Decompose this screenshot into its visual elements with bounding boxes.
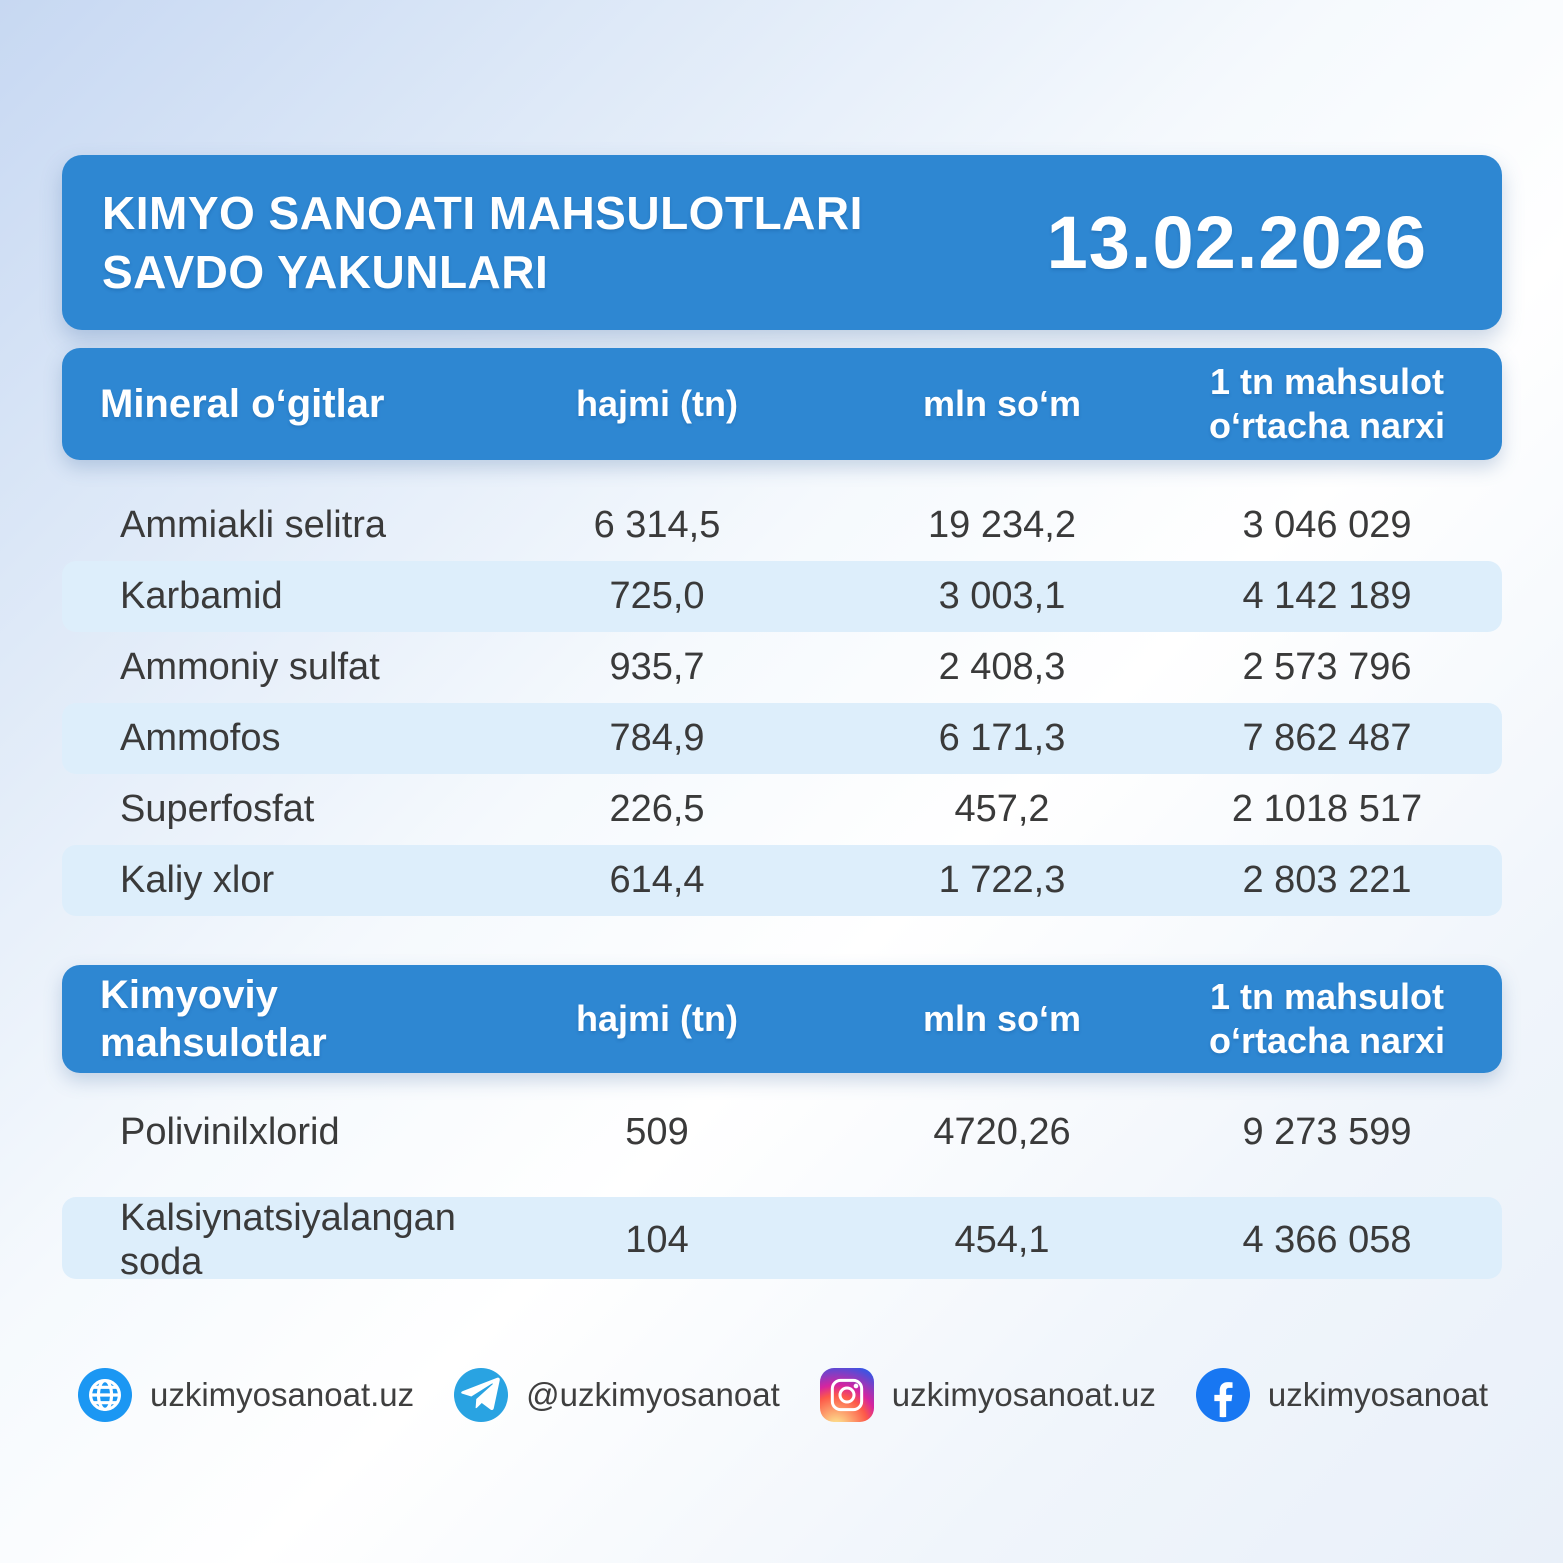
- page-title: [102, 184, 863, 302]
- social-website: [78, 1368, 414, 1422]
- hajmi-value: 725,0: [609, 575, 705, 617]
- mln-value: 457,2: [954, 788, 1050, 830]
- page-title-line1: KIMYO SANOATI MAHSULOTLARI: [102, 186, 863, 239]
- footer-socials: [78, 1368, 1488, 1422]
- telegram-icon: [454, 1368, 508, 1422]
- mln-value: 6 171,3: [938, 717, 1066, 759]
- table1-col-narx: 1 tn mahsulot o‘rtacha narxi: [1208, 361, 1446, 446]
- table-row: [62, 1090, 1502, 1175]
- mln-value: 19 234,2: [928, 504, 1076, 546]
- report-date: 13.02.2026: [1046, 201, 1427, 284]
- product-name: Kalsiynatsiyalangan soda: [120, 1197, 456, 1283]
- table2-name-header: Kimyoviy mahsulotlar: [100, 973, 327, 1065]
- table2-body: [62, 1090, 1502, 1283]
- mln-value: 3 003,1: [938, 575, 1066, 617]
- mln-value: 4720,26: [933, 1111, 1071, 1153]
- telegram-label: @uzkimyosanoat: [526, 1376, 780, 1413]
- table-row: [62, 561, 1502, 632]
- hajmi-value: 6 314,5: [593, 504, 721, 546]
- narx-value: 2 1018 517: [1231, 788, 1423, 830]
- title-card: [62, 155, 1502, 330]
- table-row: [62, 703, 1502, 774]
- product-name: Ammiakli selitra: [120, 503, 387, 546]
- hajmi-value: 784,9: [609, 717, 705, 759]
- facebook-icon: [1196, 1368, 1250, 1422]
- product-name: Karbamid: [120, 574, 283, 617]
- hajmi-value: 935,7: [609, 646, 705, 688]
- table2-header: [62, 965, 1502, 1073]
- facebook-label: uzkimyosanoat: [1267, 1376, 1488, 1413]
- hajmi-value: 614,4: [609, 859, 705, 901]
- instagram-icon: [820, 1368, 874, 1422]
- product-name: Superfosfat: [120, 787, 315, 830]
- narx-value: 9 273 599: [1242, 1111, 1412, 1153]
- website-label: uzkimyosanoat.uz: [150, 1376, 415, 1413]
- social-telegram: [454, 1368, 780, 1422]
- table2-col-hajmi: hajmi (tn): [576, 998, 738, 1040]
- social-facebook: [1196, 1368, 1488, 1422]
- product-name: Polivinilxlorid: [120, 1110, 340, 1153]
- table-row: [62, 1197, 1502, 1283]
- product-name: Ammofos: [120, 716, 281, 759]
- narx-value: 2 573 796: [1242, 646, 1412, 688]
- social-instagram: [820, 1368, 1156, 1422]
- mln-value: 454,1: [954, 1219, 1050, 1262]
- table2-col-mln: mln so‘m: [922, 998, 1082, 1040]
- hajmi-value: 509: [625, 1111, 689, 1153]
- table1-body: [62, 490, 1502, 916]
- hajmi-value: 226,5: [609, 788, 705, 830]
- narx-value: 4 366 058: [1242, 1219, 1412, 1262]
- hajmi-value: 104: [625, 1219, 689, 1262]
- table-row: [62, 490, 1502, 561]
- mln-value: 2 408,3: [938, 646, 1066, 688]
- table1-col-hajmi: hajmi (tn): [576, 383, 738, 425]
- narx-value: 2 803 221: [1242, 859, 1412, 901]
- instagram-label: uzkimyosanoat.uz: [891, 1376, 1156, 1413]
- narx-value: 7 862 487: [1242, 717, 1412, 759]
- mln-value: 1 722,3: [938, 859, 1066, 901]
- table2-col-narx: 1 tn mahsulot o‘rtacha narxi: [1208, 976, 1446, 1061]
- table1-name-header: Mineral o‘gitlar: [100, 382, 385, 426]
- product-name: Ammoniy sulfat: [120, 645, 380, 688]
- product-name: Kaliy xlor: [120, 858, 275, 901]
- globe-icon: [78, 1368, 132, 1422]
- narx-value: 3 046 029: [1242, 504, 1412, 546]
- narx-value: 4 142 189: [1242, 575, 1412, 617]
- table-row: [62, 632, 1502, 703]
- table-row: [62, 774, 1502, 845]
- table1-col-mln: mln so‘m: [922, 383, 1082, 425]
- table-row: [62, 845, 1502, 916]
- page-title-line2: SAVDO YAKUNLARI: [102, 245, 549, 298]
- table1-header: [62, 348, 1502, 460]
